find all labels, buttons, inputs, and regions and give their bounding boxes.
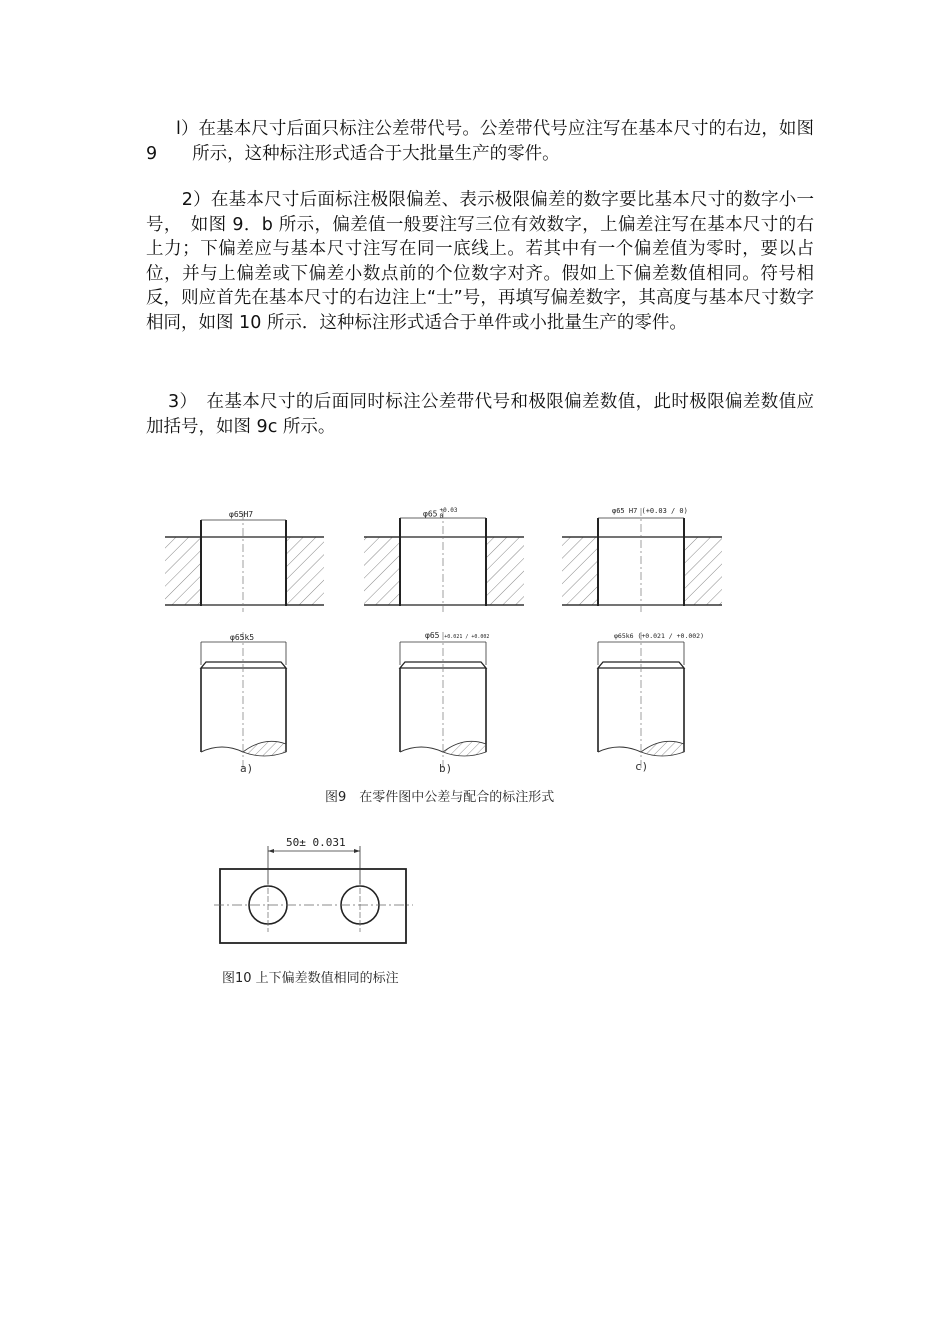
hole-b-lower: 0 [439,513,444,520]
hole-b-upper: +0.03 [439,507,458,514]
hole-b-dimension [423,508,458,520]
figure-9-caption: 图9 在零件图中公差与配合的标注形式 [325,790,555,805]
hole-c [562,508,722,612]
shaft-c-dimension: φ65k6 (+0.021 / +0.002) [614,632,705,640]
hole-a-dimension: φ65H7 [229,510,254,519]
hole-b-basic: φ65 [423,509,438,519]
sub-label-b: b) [439,762,453,775]
sub-label-c: c) [635,760,649,773]
paragraph-1: l）在基本尺寸后面只标注公差带代号。公差带代号应注写在基本尺寸的右边，如图 9 所示，这种标注形式适合于大批量生产的零件。 [146,119,814,164]
shaft-a-dimension: φ65k5 [230,633,255,642]
shaft-b-basic: φ65 [425,631,440,640]
shaft-a [201,632,286,770]
paragraph-3: 3） 在基本尺寸的后面同时标注公差带代号和极限偏差数值，此时极限偏差数值应加括号，如图 9c 所示。 [146,392,814,437]
sub-label-a: a) [240,762,254,775]
shaft-b-dimension [425,631,489,640]
paragraph-2: 2）在基本尺寸后面标注极限偏差、表示极限偏差的数字要比基本尺寸的数字小一号， 如图 9．b 所示，偏差值一般要注写三位有效数字，上偏差注写在基本尺寸的右上力；下偏差应与基本尺寸注写在同一底线上。若其中有一个偏差值为零时，要以占位，并与上偏差或下偏差小数点前的个位数字对齐。假如上下偏差数值相同。符号相反，则应首先在基本尺寸的右边注上“士”号，再填写偏差数字，其高度与基本尺寸数字相同，如图 10 所示．这种标注形式适合于单件或小批量生产的零件。 [146,190,814,333]
figure-10-drawing [214,846,413,943]
shaft-c [598,632,684,770]
figure-10-caption: 图10 上下偏差数值相同的标注 [222,971,399,986]
hole-c-dimension: φ65 H7 (+0.03 / 0) [612,507,688,515]
figure-10-dimension: 50± 0.031 [286,836,346,849]
shaft-b-tol: +0.021 / +0.002 [444,634,490,640]
shaft-b [400,632,486,770]
hole-b [364,510,524,612]
hole-a [165,512,324,612]
